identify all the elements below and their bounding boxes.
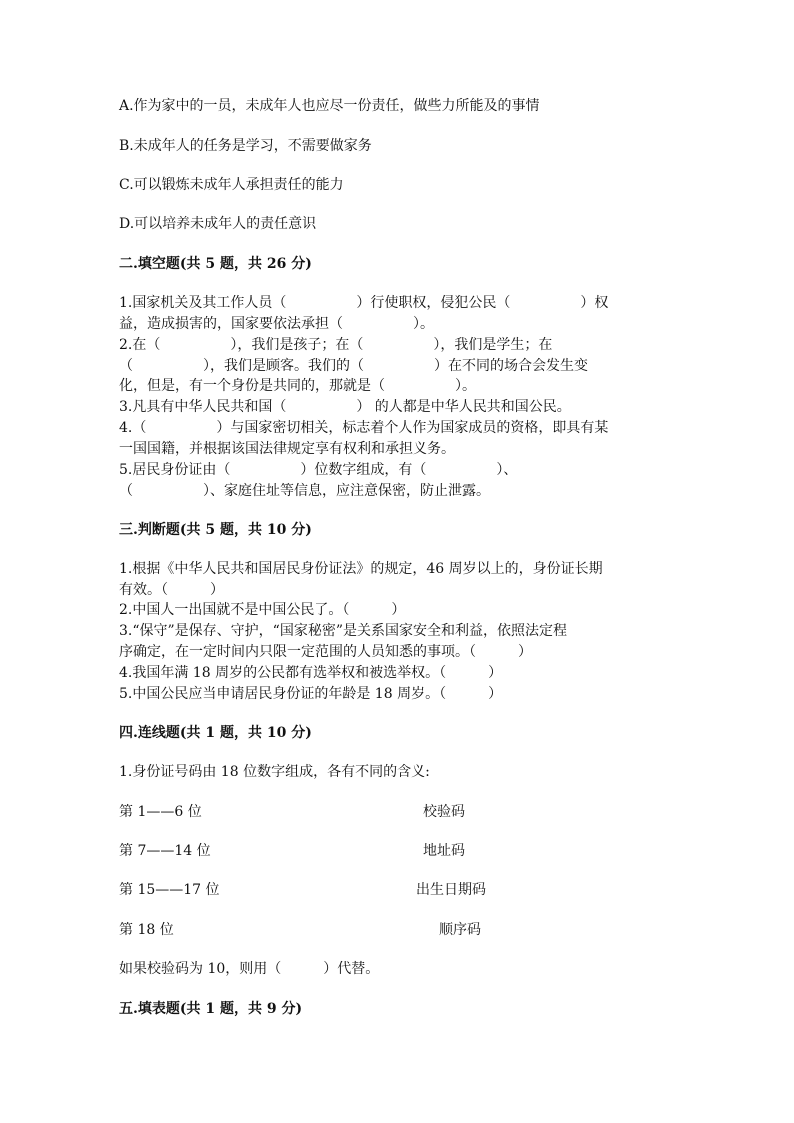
fill-blank-line: 4.（ ）与国家密切相关，标志着个人作为国家成员的资格，即具有某 bbox=[119, 420, 609, 436]
section-heading-fill-blank: 二.填空题(共 5 题，共 26 分) bbox=[119, 256, 312, 272]
matching-right-item: 地址码 bbox=[423, 843, 465, 859]
fill-blank-line: 益，造成损害的，国家要依法承担（ ）。 bbox=[119, 316, 434, 332]
option-c: C.可以锻炼未成年人承担责任的能力 bbox=[119, 177, 344, 193]
matching-left-item: 第 7——14 位 bbox=[119, 843, 211, 859]
section-heading-matching: 四.连线题(共 1 题，共 10 分) bbox=[119, 725, 312, 741]
true-false-line: 5.中国公民应当申请居民身份证的年龄是 18 周岁。（ ） bbox=[119, 686, 503, 702]
true-false-line: 2.中国人一出国就不是中国公民了。（ ） bbox=[119, 602, 406, 618]
fill-blank-line: 5.居民身份证由（ ）位数字组成，有（ ）、 bbox=[119, 462, 518, 478]
fill-blank-line: 化，但是，有一个身份是共同的，那就是（ ）。 bbox=[119, 378, 476, 394]
true-false-line: 有效。（ ） bbox=[119, 582, 224, 598]
matching-right-item: 出生日期码 bbox=[416, 882, 486, 898]
matching-left-item: 第 1——6 位 bbox=[119, 804, 202, 820]
section-heading-fill-table: 五.填表题(共 1 题，共 9 分) bbox=[119, 1001, 303, 1017]
matching-intro: 1.身份证号码由 18 位数字组成，各有不同的含义: bbox=[119, 764, 430, 780]
matching-left-item: 第 15——17 位 bbox=[119, 882, 220, 898]
option-a: A.作为家中的一员，未成年人也应尽一份责任，做些力所能及的事情 bbox=[119, 98, 540, 114]
option-d: D.可以培养未成年人的责任意识 bbox=[119, 216, 317, 232]
fill-blank-line: 3.凡具有中华人民共和国（ ） 的人都是中华人民共和国公民。 bbox=[119, 399, 571, 415]
true-false-line: 4.我国年满 18 周岁的公民都有选举权和被选举权。（ ） bbox=[119, 665, 503, 681]
section-heading-true-false: 三.判断题(共 5 题，共 10 分) bbox=[119, 522, 312, 538]
matching-left-item: 第 18 位 bbox=[119, 922, 174, 938]
fill-blank-line: 一国国籍，并根据该国法律规定享有权利和承担义务。 bbox=[119, 441, 455, 457]
matching-right-item: 校验码 bbox=[423, 804, 465, 820]
true-false-line: 1.根据《中华人民共和国居民身份证法》的规定，46 周岁以上的，身份证长期 bbox=[119, 561, 603, 577]
true-false-line: 3.“保守”是保存、守护，“国家秘密”是关系国家安全和利益，依照法定程 bbox=[119, 623, 567, 639]
fill-blank-line: （ ），我们是顾客。我们的（ ）在不同的场合会发生变 bbox=[119, 358, 588, 374]
true-false-line: 序确定，在一定时间内只限一定范围的人员知悉的事项。（ ） bbox=[119, 644, 532, 660]
fill-blank-line: 2.在（ ），我们是孩子；在（ ），我们是学生；在 bbox=[119, 337, 553, 353]
matching-right-item: 顺序码 bbox=[439, 922, 481, 938]
option-b: B.未成年人的任务是学习，不需要做家务 bbox=[119, 138, 372, 154]
matching-note: 如果校验码为 10，则用（ ）代替。 bbox=[119, 961, 380, 977]
fill-blank-line: （ ）、家庭住址等信息，应注意保密，防止泄露。 bbox=[119, 483, 490, 499]
fill-blank-line: 1.国家机关及其工作人员（ ）行使职权，侵犯公民（ ）权 bbox=[119, 295, 609, 311]
